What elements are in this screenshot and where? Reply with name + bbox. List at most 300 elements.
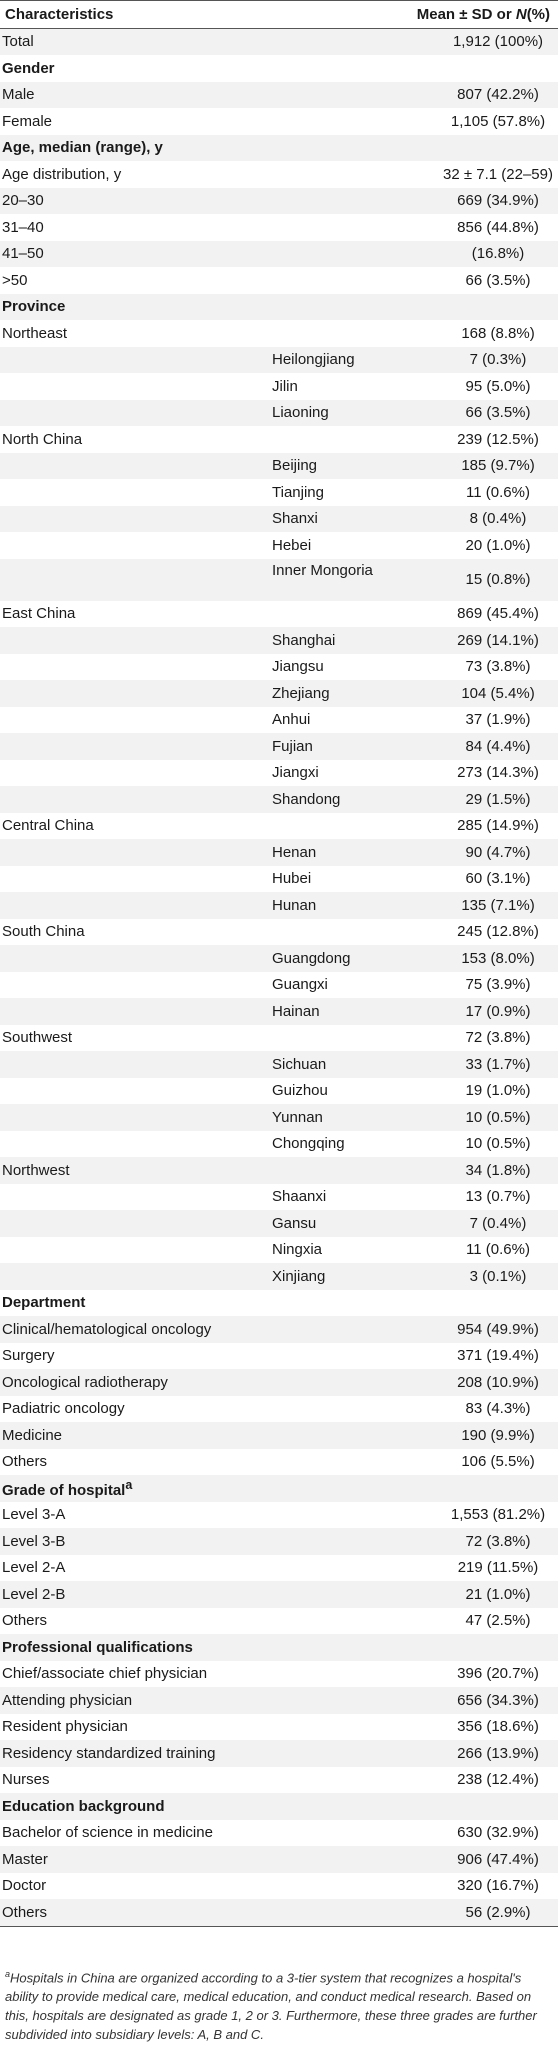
- cell-characteristic-text: 41–50: [2, 245, 44, 263]
- table-row: [0, 1184, 558, 1211]
- cell-characteristic-text: Residency standardized training: [2, 1744, 216, 1762]
- section-row: [0, 294, 558, 321]
- table-row: [0, 1820, 558, 1847]
- table-row: [0, 1422, 558, 1449]
- cell-value: [438, 1475, 558, 1502]
- cell-characteristic: [0, 601, 270, 628]
- cell-value: 954 (49.9%): [438, 1316, 558, 1343]
- cell-value: 37 (1.9%): [465, 711, 531, 729]
- cell-subregion: Hainan: [270, 998, 438, 1025]
- header-mean-sd: [270, 1, 558, 29]
- cell-subregion: [270, 1714, 438, 1741]
- cell-subregion: [270, 919, 438, 946]
- cell-subregion: Henan: [270, 839, 438, 866]
- cell-subregion: [270, 82, 438, 109]
- cell-value: 3 (0.1%): [438, 1263, 558, 1290]
- table-row: [0, 188, 558, 215]
- cell-characteristic: [0, 1687, 270, 1714]
- cell-value: 7 (0.4%): [438, 1210, 558, 1237]
- table-row: [0, 1846, 558, 1873]
- table-row: [0, 892, 558, 919]
- cell-characteristic-text: Level 3-B: [2, 1532, 66, 1550]
- cell-subregion: Guizhou: [272, 1082, 328, 1100]
- cell-value: 669 (34.9%): [438, 188, 558, 215]
- table-row: [0, 813, 558, 840]
- cell-characteristic: [0, 1714, 270, 1741]
- table-row: [0, 28, 558, 55]
- cell-value: 371 (19.4%): [457, 1347, 539, 1365]
- cell-characteristic: [0, 733, 270, 760]
- cell-value: 104 (5.4%): [438, 680, 558, 707]
- section-row: [0, 1793, 558, 1820]
- cell-characteristic-text: Southwest: [2, 1029, 73, 1047]
- cell-subregion: Liaoning: [270, 400, 438, 427]
- cell-subregion: [270, 214, 438, 241]
- cell-subregion: [270, 1846, 438, 1873]
- table-row: [0, 680, 558, 707]
- cell-subregion: [270, 294, 438, 321]
- cell-value: 84 (4.4%): [438, 733, 558, 760]
- cell-subregion: [270, 1608, 438, 1635]
- table-row: [0, 1025, 558, 1052]
- cell-characteristic: [0, 1210, 270, 1237]
- cell-value: 106 (5.5%): [461, 1453, 535, 1471]
- cell-value: 266 (13.9%): [438, 1740, 558, 1767]
- cell-value: 72 (3.8%): [465, 1029, 531, 1047]
- cell-characteristic-text: Chief/associate chief physician: [2, 1665, 208, 1683]
- table-row: [0, 347, 558, 374]
- cell-subregion: Jiangsu: [272, 658, 324, 676]
- table-row: [0, 559, 558, 601]
- cell-subregion: [270, 1793, 438, 1820]
- table-row: [0, 654, 558, 681]
- cell-value: 66 (3.5%): [438, 400, 558, 427]
- cell-value: 66 (3.5%): [465, 271, 531, 289]
- cell-characteristic: [0, 1396, 270, 1423]
- cell-characteristic: [0, 1449, 270, 1476]
- cell-characteristic: [0, 1634, 270, 1661]
- table-row: [0, 1555, 558, 1582]
- cell-value: [438, 1634, 558, 1661]
- cell-value: 356 (18.6%): [457, 1718, 539, 1736]
- table-row: [0, 1210, 558, 1237]
- cell-characteristic: [0, 1157, 270, 1184]
- cell-characteristic: [0, 1873, 270, 1900]
- cell-subregion: [270, 1316, 438, 1343]
- cell-characteristic-text: Professional qualifications: [2, 1638, 193, 1656]
- cell-characteristic: [0, 161, 270, 188]
- table-row: [0, 1502, 558, 1529]
- cell-subregion: [270, 1343, 438, 1370]
- table-header-row: [0, 1, 558, 29]
- cell-value: 32 ± 7.1 (22–59): [443, 165, 553, 183]
- cell-characteristic: [0, 1899, 270, 1926]
- table-row: [0, 998, 558, 1025]
- cell-value: 906 (47.4%): [438, 1846, 558, 1873]
- cell-subregion: [270, 426, 438, 453]
- cell-value: 273 (14.3%): [457, 764, 539, 782]
- cell-value: 153 (8.0%): [438, 945, 558, 972]
- table-row: [0, 532, 558, 559]
- cell-characteristic: [0, 55, 270, 82]
- cell-value: 245 (12.8%): [457, 923, 539, 941]
- cell-subregion: [270, 1502, 438, 1529]
- cell-subregion: Xinjiang: [270, 1263, 438, 1290]
- footnote-marker: a: [5, 1969, 11, 1979]
- cell-value: (16.8%): [438, 241, 558, 268]
- cell-characteristic: [0, 28, 270, 55]
- cell-characteristic: [0, 1343, 270, 1370]
- table-row: [0, 1078, 558, 1105]
- cell-characteristic-text: Attending physician: [2, 1691, 133, 1709]
- table-row: [0, 1581, 558, 1608]
- cell-characteristic: [0, 1422, 270, 1449]
- cell-characteristic-text: Department: [2, 1294, 86, 1312]
- cell-characteristic: [0, 347, 270, 374]
- cell-value: 8 (0.4%): [438, 506, 558, 533]
- cell-characteristic: [0, 1767, 270, 1794]
- table-row: [0, 1157, 558, 1184]
- cell-characteristic: [0, 945, 270, 972]
- cell-subregion: [270, 813, 438, 840]
- table-row: [0, 506, 558, 533]
- cell-subregion: [270, 320, 438, 347]
- cell-characteristic: [0, 627, 270, 654]
- cell-characteristic: [0, 1237, 270, 1264]
- cell-subregion: [270, 1767, 438, 1794]
- cell-subregion: [270, 1661, 438, 1688]
- cell-subregion: [270, 267, 438, 294]
- table-row: [0, 919, 558, 946]
- table-row: [0, 601, 558, 628]
- cell-value: 185 (9.7%): [438, 453, 558, 480]
- footnote: [5, 1965, 550, 2044]
- cell-subregion: [270, 135, 438, 162]
- cell-characteristic: [0, 998, 270, 1025]
- cell-characteristic: [0, 919, 270, 946]
- cell-value: 73 (3.8%): [465, 658, 531, 676]
- table-row: [0, 426, 558, 453]
- cell-subregion: Shandong: [270, 786, 438, 813]
- cell-subregion: Hebei: [272, 536, 312, 554]
- table-row: [0, 267, 558, 294]
- cell-characteristic: [0, 532, 270, 559]
- cell-subregion: Sichuan: [270, 1051, 438, 1078]
- cell-characteristic: [0, 1581, 270, 1608]
- cell-characteristic: [0, 1528, 270, 1555]
- table-row: [0, 108, 558, 135]
- cell-characteristic-text: >50: [2, 271, 28, 289]
- table-row: [0, 241, 558, 268]
- table-row: [0, 161, 558, 188]
- cell-characteristic-text: North China: [2, 430, 83, 448]
- cell-characteristic-text: Education background: [2, 1797, 165, 1815]
- cell-characteristic: [0, 760, 270, 787]
- cell-subregion: [270, 601, 438, 628]
- cell-characteristic: [0, 1025, 270, 1052]
- cell-subregion: [270, 1873, 438, 1900]
- cell-value: 11 (0.6%): [466, 1241, 530, 1259]
- cell-value: 238 (12.4%): [457, 1771, 539, 1789]
- cell-value: 75 (3.9%): [465, 976, 531, 994]
- table-row: [0, 479, 558, 506]
- cell-value: 34 (1.8%): [438, 1157, 558, 1184]
- cell-value: 269 (14.1%): [438, 627, 558, 654]
- cell-subregion: Zhejiang: [270, 680, 438, 707]
- table-row: [0, 1051, 558, 1078]
- cell-characteristic-text: Clinical/hematological oncology: [2, 1320, 212, 1338]
- table-row: [0, 1528, 558, 1555]
- cell-value: 7 (0.3%): [438, 347, 558, 374]
- table-row: [0, 453, 558, 480]
- cell-characteristic-text: Oncological radiotherapy: [2, 1373, 168, 1391]
- cell-characteristic: [0, 1131, 270, 1158]
- cell-subregion: [270, 1449, 438, 1476]
- cell-subregion: Gansu: [270, 1210, 438, 1237]
- cell-characteristic: [0, 373, 270, 400]
- table-row: [0, 1104, 558, 1131]
- table-row: [0, 866, 558, 893]
- table-row: [0, 839, 558, 866]
- cell-value: 33 (1.7%): [438, 1051, 558, 1078]
- cell-characteristic-text: Bachelor of science in medicine: [2, 1824, 213, 1842]
- cell-subregion: [270, 108, 438, 135]
- cell-characteristic: [0, 1608, 270, 1635]
- footnote-text: Hospitals in China are organized according to a 3-tier system that recognizes a hospital's ability to provide medical care, medical education, and conduct medical research. Based on this, hospitals are designated as grade 1, 2 or 3. Furthermore, these three grades are further subdivided into subsidiary levels: A, B and C.: [5, 1970, 537, 2043]
- table-row: [0, 1714, 558, 1741]
- table-row: [0, 707, 558, 734]
- cell-value: 396 (20.7%): [457, 1665, 539, 1683]
- cell-subregion: Guangdong: [270, 945, 438, 972]
- cell-value: 1,553 (81.2%): [450, 1506, 546, 1524]
- table-row: [0, 1740, 558, 1767]
- cell-characteristic-text: Others: [2, 1612, 48, 1630]
- cell-characteristic: [0, 559, 270, 601]
- cell-characteristic-text: Age distribution, y: [2, 165, 122, 183]
- cell-subregion: Tianjing: [272, 483, 324, 501]
- cell-characteristic-text: Male: [2, 86, 35, 104]
- cell-subregion: [270, 55, 438, 82]
- cell-value: 11 (0.6%): [466, 483, 530, 501]
- cell-value: 285 (14.9%): [457, 817, 539, 835]
- cell-value: 168 (8.8%): [461, 324, 535, 342]
- cell-value: [438, 1793, 558, 1820]
- cell-characteristic: [0, 1846, 270, 1873]
- cell-characteristic: [0, 1316, 270, 1343]
- cell-subregion: [270, 1396, 438, 1423]
- cell-characteristic-text: Level 2-A: [2, 1559, 66, 1577]
- table-row: [0, 1316, 558, 1343]
- cell-value: 208 (10.9%): [438, 1369, 558, 1396]
- table-row: [0, 945, 558, 972]
- cell-subregion: [270, 1157, 438, 1184]
- table-row: [0, 1687, 558, 1714]
- cell-value: 20 (1.0%): [465, 536, 531, 554]
- cell-value: 630 (32.9%): [457, 1824, 539, 1842]
- table-row: [0, 1369, 558, 1396]
- cell-characteristic: [0, 320, 270, 347]
- cell-value: 869 (45.4%): [457, 605, 539, 623]
- cell-subregion: Shaanxi: [272, 1188, 327, 1206]
- cell-characteristic-text: Master: [2, 1850, 48, 1868]
- cell-characteristic-text: Doctor: [2, 1877, 47, 1895]
- cell-characteristic: [0, 294, 270, 321]
- cell-subregion: Chongqing: [272, 1135, 345, 1153]
- cell-value: 19 (1.0%): [465, 1082, 531, 1100]
- cell-characteristic-text: South China: [2, 923, 85, 941]
- cell-characteristic: [0, 892, 270, 919]
- cell-characteristic: [0, 1051, 270, 1078]
- cell-characteristic: [0, 866, 270, 893]
- cell-value: [438, 135, 558, 162]
- cell-subregion: Jiangxi: [272, 764, 319, 782]
- cell-subregion: [270, 1025, 438, 1052]
- cell-subregion: [270, 1369, 438, 1396]
- cell-characteristic: [0, 241, 270, 268]
- table-row: [0, 1449, 558, 1476]
- cell-value: 95 (5.0%): [465, 377, 531, 395]
- cell-subregion: Yunnan: [270, 1104, 438, 1131]
- section-row: [0, 1634, 558, 1661]
- cell-subregion: Ningxia: [272, 1241, 323, 1259]
- cell-value: 135 (7.1%): [438, 892, 558, 919]
- table-row: [0, 373, 558, 400]
- header-suffix: (%): [526, 5, 551, 23]
- cell-value: 1,912 (100%): [438, 28, 558, 55]
- cell-value: 17 (0.9%): [438, 998, 558, 1025]
- table-body: [0, 28, 558, 1926]
- section-row: [0, 55, 558, 82]
- table-row: [0, 400, 558, 427]
- cell-characteristic: [0, 1475, 270, 1502]
- cell-characteristic: [0, 506, 270, 533]
- cell-subregion: Shanghai: [270, 627, 438, 654]
- cell-value: 47 (2.5%): [465, 1612, 531, 1630]
- cell-characteristic: [0, 654, 270, 681]
- cell-value: 72 (3.8%): [438, 1528, 558, 1555]
- cell-characteristic-text: Padiatric oncology: [2, 1400, 125, 1418]
- table-row: [0, 1343, 558, 1370]
- cell-characteristic-text: 31–40: [2, 218, 44, 236]
- cell-subregion: [270, 161, 438, 188]
- table-row: [0, 1608, 558, 1635]
- table-row: [0, 786, 558, 813]
- cell-characteristic: [0, 707, 270, 734]
- cell-characteristic: [0, 1078, 270, 1105]
- cell-subregion: [270, 1528, 438, 1555]
- cell-characteristic: [0, 135, 270, 162]
- table-row: [0, 760, 558, 787]
- cell-value: 21 (1.0%): [438, 1581, 558, 1608]
- cell-subregion: Heilongjiang: [270, 347, 438, 374]
- cell-value: 10 (0.5%): [465, 1135, 531, 1153]
- cell-characteristic: [0, 1740, 270, 1767]
- cell-value: [438, 294, 558, 321]
- cell-characteristic: [0, 82, 270, 109]
- cell-characteristic: [0, 1661, 270, 1688]
- cell-characteristic-text: Level 3-A: [2, 1506, 66, 1524]
- table-row: [0, 627, 558, 654]
- cell-subregion: [270, 1687, 438, 1714]
- cell-value: 239 (12.5%): [457, 430, 539, 448]
- cell-subregion: [270, 1634, 438, 1661]
- cell-subregion: [270, 28, 438, 55]
- cell-value: 219 (11.5%): [457, 1559, 539, 1577]
- cell-characteristic-text: Gender: [2, 59, 55, 77]
- cell-characteristic-text: Province: [2, 298, 66, 316]
- cell-subregion: Anhui: [272, 711, 311, 729]
- cell-subregion: [270, 1820, 438, 1847]
- cell-value: 90 (4.7%): [438, 839, 558, 866]
- cell-value: 1,105 (57.8%): [450, 112, 546, 130]
- cell-characteristic: [0, 1793, 270, 1820]
- cell-value: 13 (0.7%): [465, 1188, 531, 1206]
- cell-value: 60 (3.1%): [465, 870, 531, 888]
- table-row: [0, 1767, 558, 1794]
- cell-value: 56 (2.9%): [438, 1899, 558, 1926]
- cell-subregion: [270, 1740, 438, 1767]
- table-row: [0, 1396, 558, 1423]
- cell-characteristic-text: Northwest: [2, 1161, 70, 1179]
- cell-subregion: Guangxi: [272, 976, 328, 994]
- cell-subregion: [270, 1290, 438, 1317]
- cell-characteristic: [0, 680, 270, 707]
- section-row: [0, 1290, 558, 1317]
- table-row: [0, 1661, 558, 1688]
- cell-characteristic: [0, 1290, 270, 1317]
- cell-subregion: [270, 1899, 438, 1926]
- cell-characteristic: [0, 1369, 270, 1396]
- cell-subregion: [270, 1581, 438, 1608]
- cell-value: 10 (0.5%): [438, 1104, 558, 1131]
- cell-characteristic: [0, 813, 270, 840]
- cell-characteristic: [0, 1184, 270, 1211]
- cell-value: 15 (0.8%): [438, 559, 558, 601]
- cell-characteristic-text: Medicine: [2, 1426, 63, 1444]
- cell-characteristic-text: Nurses: [2, 1771, 50, 1789]
- cell-value: 856 (44.8%): [457, 218, 539, 236]
- cell-characteristic-text: Surgery: [2, 1347, 55, 1365]
- cell-characteristic: [0, 1820, 270, 1847]
- cell-characteristic: [0, 267, 270, 294]
- cell-characteristic: [0, 426, 270, 453]
- cell-characteristic: [0, 479, 270, 506]
- section-row: [0, 1475, 558, 1502]
- cell-characteristic-text: Others: [2, 1453, 48, 1471]
- cell-characteristic-text: Total: [2, 33, 34, 51]
- cell-subregion: [270, 1422, 438, 1449]
- cell-characteristic-text: Female: [2, 112, 53, 130]
- cell-characteristic: [0, 1502, 270, 1529]
- cell-subregion: [270, 188, 438, 215]
- cell-value: 807 (42.2%): [438, 82, 558, 109]
- cell-characteristic-text: Age, median (range), y: [2, 139, 163, 157]
- cell-subregion: [270, 241, 438, 268]
- header-characteristics: Characteristics: [0, 1, 270, 29]
- table-row: [0, 1131, 558, 1158]
- cell-characteristic: [0, 453, 270, 480]
- table-row: [0, 972, 558, 999]
- cell-characteristic: [0, 1263, 270, 1290]
- cell-characteristic: [0, 188, 270, 215]
- cell-value: 656 (34.3%): [438, 1687, 558, 1714]
- cell-characteristic-text: Level 2-B: [2, 1585, 66, 1603]
- section-row: [0, 135, 558, 162]
- cell-value: 83 (4.3%): [465, 1400, 531, 1418]
- footnote-reference: a: [125, 1478, 133, 1493]
- cell-subregion: Beijing: [270, 453, 438, 480]
- table-row: [0, 733, 558, 760]
